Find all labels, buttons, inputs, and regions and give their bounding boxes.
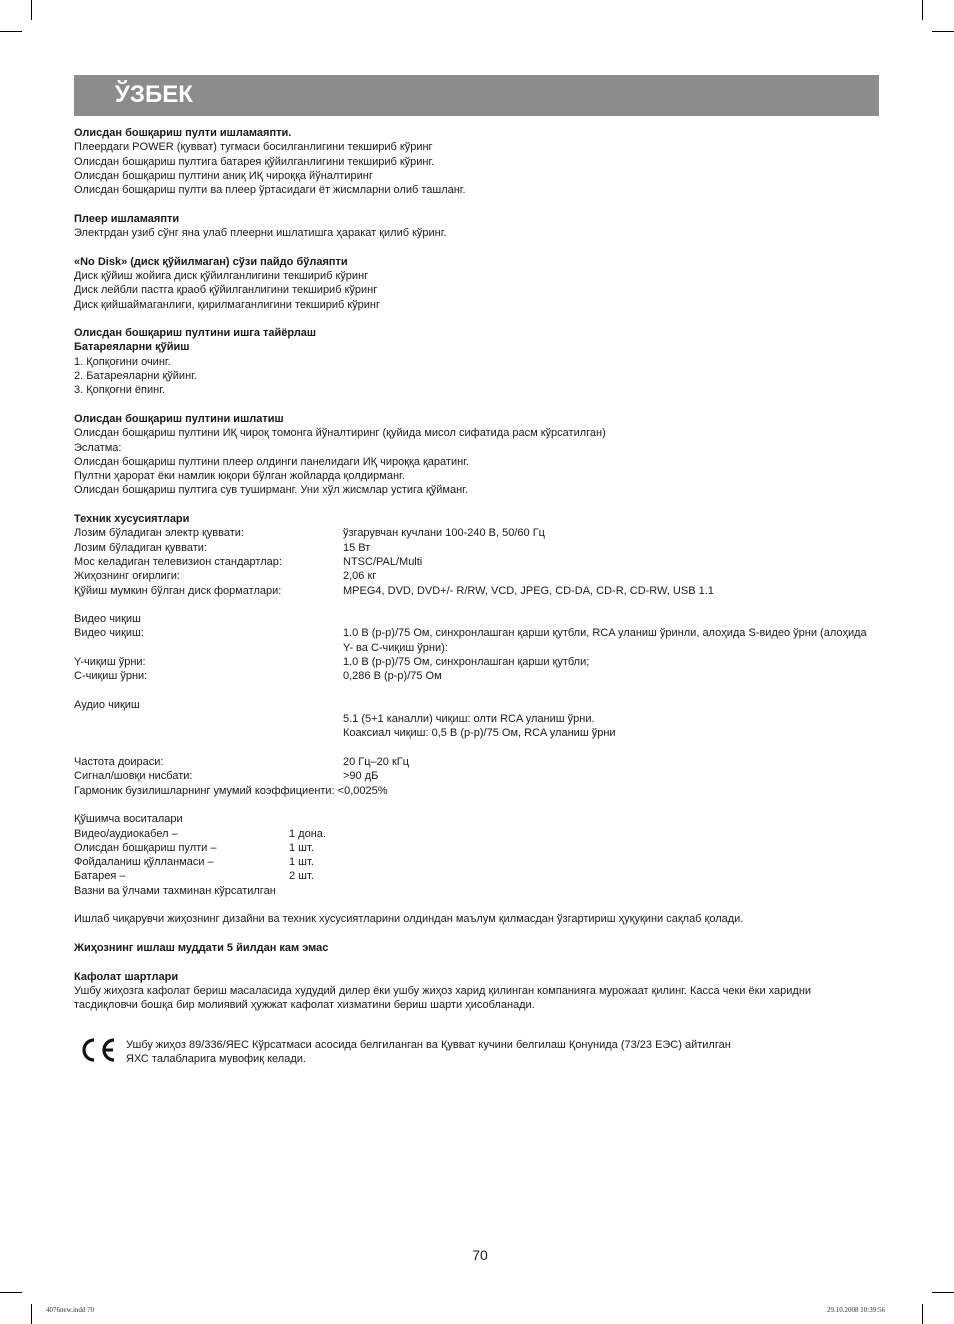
text-line: Плеердаги POWER (қувват) тугмаси босилганлигини текшириб кўринг	[74, 141, 433, 154]
thd-line: Гармоник бузилишларнинг умумий коэффициенти: <0,0025%	[74, 784, 388, 797]
text-line: Олисдан бошқариш пултига батарея қўйилганлигини текшириб кўринг.	[74, 155, 435, 168]
spec-row	[74, 769, 874, 783]
accessory-row	[74, 855, 874, 869]
spec-label: Частота доираси:	[74, 756, 164, 769]
section-heading: Олисдан бошқариш пулти ишламаяпти.	[74, 127, 292, 139]
spec-value: MPEG4, DVD, DVD+/- R/RW, VCD, JPEG, CD-DA, CD-R, CD-RW, USB 1.1	[343, 584, 714, 597]
accessory-value: 1 шт.	[289, 856, 314, 869]
crop-mark	[922, 1304, 923, 1324]
crop-mark	[31, 1304, 32, 1324]
ce-compliance	[74, 1036, 814, 1070]
spec-label: Мос келадиган телевизион стандартлар:	[74, 555, 282, 568]
spec-row	[74, 626, 874, 655]
crop-mark	[932, 31, 954, 32]
accessory-row	[74, 841, 874, 855]
spec-value: 20 Гц–20 кГц	[343, 756, 410, 769]
spec-label: Лозим бўладиган қуввати:	[74, 541, 207, 554]
warranty-text: Ушбу жиҳозга кафолат бериш масаласида худудий дилер ёки ушбу жиҳоз харид қилинган компанияга мурожаат қилинг. Касса чеки ёки харидни тасдиқловчи бошқа бир молиявий ҳужжат кафолат хизматини бериш шарти ҳисобланади.	[74, 984, 812, 1012]
spec-value: NTSC/PAL/Multi	[343, 555, 423, 568]
spec-label: Видео чиқиш:	[74, 627, 144, 640]
audio-output-heading: Аудио чиқиш	[74, 698, 140, 711]
accessory-value: 2 шт.	[289, 870, 314, 883]
text-line: Диск қийшаймаганлиги, қирилмаганлигини текшириб кўринг	[74, 298, 380, 311]
spec-value: >90 дБ	[343, 770, 379, 783]
section-heading: «No Disk» (диск қўйилмаган) сўзи пайдо бўлаяпти	[74, 255, 348, 268]
text-line: Диск қўйиш жойига диск қўйилганлигини текшириб кўринг	[74, 269, 369, 282]
spec-row	[74, 712, 874, 726]
crop-mark	[922, 0, 923, 20]
accessories-note: Вазни ва ўлчами тахминан кўрсатилган	[74, 884, 276, 897]
spec-label: Сигнал/шовқи нисбати:	[74, 770, 193, 783]
spec-value: 15 Вт	[343, 541, 371, 554]
spec-label: Қўйиш мумкин бўлган диск форматлари:	[74, 584, 282, 597]
spec-label: Жиҳознинг оғирлиги:	[74, 570, 180, 583]
spec-row	[74, 541, 874, 555]
page-title: ЎЗБЕК	[115, 81, 193, 108]
ce-text	[126, 1038, 816, 1067]
accessory-value: 1 шт.	[289, 841, 314, 854]
accessory-row	[74, 827, 874, 841]
page-number: 70	[472, 1247, 488, 1263]
warranty-heading: Кафолат шартлари	[74, 970, 179, 983]
text-line: Эслатма:	[74, 441, 122, 454]
footer-timestamp: 29.10.2008 10:39:56	[827, 1306, 886, 1314]
crop-mark	[0, 1292, 22, 1293]
accessory-label: Олисдан бошқариш пулти –	[74, 841, 217, 854]
text-line: Диск лейбли пастга қраоб қўйилганлигини текшириб кўринг	[74, 284, 378, 297]
text-line: Олисдан бошқариш пултига сув туширманг. Уни хўл жисмлар устига қўйманг.	[74, 484, 468, 497]
ce-line: ЯХС талабларига мувофиқ келади.	[126, 1053, 306, 1066]
text-line: Олисдан бошқариш пултини ИҚ чироқ томонга йўналтиринг (қуйида мисол сифатида расм кўрсатилган)	[74, 427, 606, 440]
list-item: 1. Қопқоғини очинг.	[74, 355, 171, 368]
section-heading: Олисдан бошқариш пултини ишлатиш	[74, 412, 284, 425]
crop-mark	[932, 1292, 954, 1293]
spec-value: 2,06 кг	[343, 570, 377, 583]
spec-label: Лозим бўладиган электр қуввати:	[74, 527, 244, 540]
manufacturer-note: Ишлаб чиқарувчи жиҳознинг дизайни ва техник хусусиятларини олдиндан маълум қилмасдан ўзгартириш ҳуқуқини сақлаб қолади.	[74, 913, 744, 926]
section-subheading: Батареяларни қўйиш	[74, 341, 190, 354]
spec-value: 1.0 В (р-р)/75 Ом, синхронлашган қарши қутбли, RCA уланиш ўринли, алоҳида S-видео ўрни (алоҳида Y- ва С-чиқиш ўрни):	[343, 627, 867, 654]
spec-value: 0,286 В (р-р)/75 Ом	[343, 670, 442, 683]
spec-value: Коаксиал чиқиш: 0,5 В (р-р)/75 Ом, RCA уланиш ўрни	[343, 727, 616, 740]
text-line: Олисдан бошқариш пултини аниқ ИҚ чироққа йўналтиринг	[74, 169, 373, 182]
section-heading: Техник хусусиятлари	[74, 513, 190, 526]
language-header-bar	[74, 75, 879, 116]
spec-value: 1.0 В (р-р)/75 Ом, синхронлашган қарши қутбли;	[343, 655, 590, 668]
accessory-row	[74, 869, 874, 883]
accessories-heading: Қўшимча воситалари	[74, 813, 183, 826]
spec-row	[74, 669, 874, 683]
spec-row	[74, 569, 874, 583]
service-life: Жиҳознинг ишлаш муддати 5 йилдан кам эмас	[74, 941, 329, 954]
ce-line: Ушбу жиҳоз 89/336/ЯЕС Кўрсатмаси асосида белгиланган ва Қувват кучини белгилаш Қонунида (73/23 ЕЭС) айтилган	[126, 1039, 731, 1051]
spec-value: ўзгарувчан кучлани 100-240 В, 50/60 Гц	[343, 527, 545, 540]
spec-row	[74, 726, 874, 740]
spec-label: Y-чиқиш ўрни:	[74, 655, 146, 668]
text-line: Олисдан бошқариш пултини плеер олдинги панелидаги ИҚ чироққа қаратинг.	[74, 455, 469, 468]
text-line: Электрдан узиб сўнг яна улаб плеерни ишлатишга ҳаракат қилиб кўринг.	[74, 227, 447, 240]
section-heading: Плеер ишламаяпти	[74, 212, 180, 225]
footer-file: 4076new.indd 70	[46, 1306, 95, 1314]
spec-row	[74, 584, 874, 598]
spec-row	[74, 526, 874, 540]
list-item: 3. Қопқоғни ёпинг.	[74, 384, 165, 397]
crop-mark	[31, 0, 32, 20]
accessory-label: Батарея –	[74, 870, 126, 883]
spec-row	[74, 655, 874, 669]
spec-value: 5.1 (5+1 каналли) чиқиш: олти RCA уланиш ўрни.	[343, 713, 595, 726]
accessory-label: Фойдаланиш қўлланмаси –	[74, 856, 214, 869]
list-item: 2. Батареяларни қўйинг.	[74, 370, 197, 383]
page-content	[74, 126, 874, 1012]
accessory-value: 1 дона.	[289, 827, 326, 840]
spec-row	[74, 755, 874, 769]
section-heading: Олисдан бошқариш пултини ишга тайёрлаш	[74, 327, 317, 340]
video-output-heading: Видео чиқиш	[74, 613, 141, 626]
text-line: Пултни ҳарорат ёки намлик юқори бўлган жойларда қолдирманг.	[74, 470, 405, 483]
spec-row	[74, 555, 874, 569]
spec-label: С-чиқиш ўрни:	[74, 670, 148, 683]
accessory-label: Видео/аудиокабел –	[74, 827, 178, 840]
text-line: Олисдан бошқариш пулти ва плеер ўртасидаги ёт жисмларни олиб ташланг.	[74, 184, 466, 197]
ce-mark-icon	[78, 1036, 118, 1064]
crop-mark	[0, 31, 22, 32]
